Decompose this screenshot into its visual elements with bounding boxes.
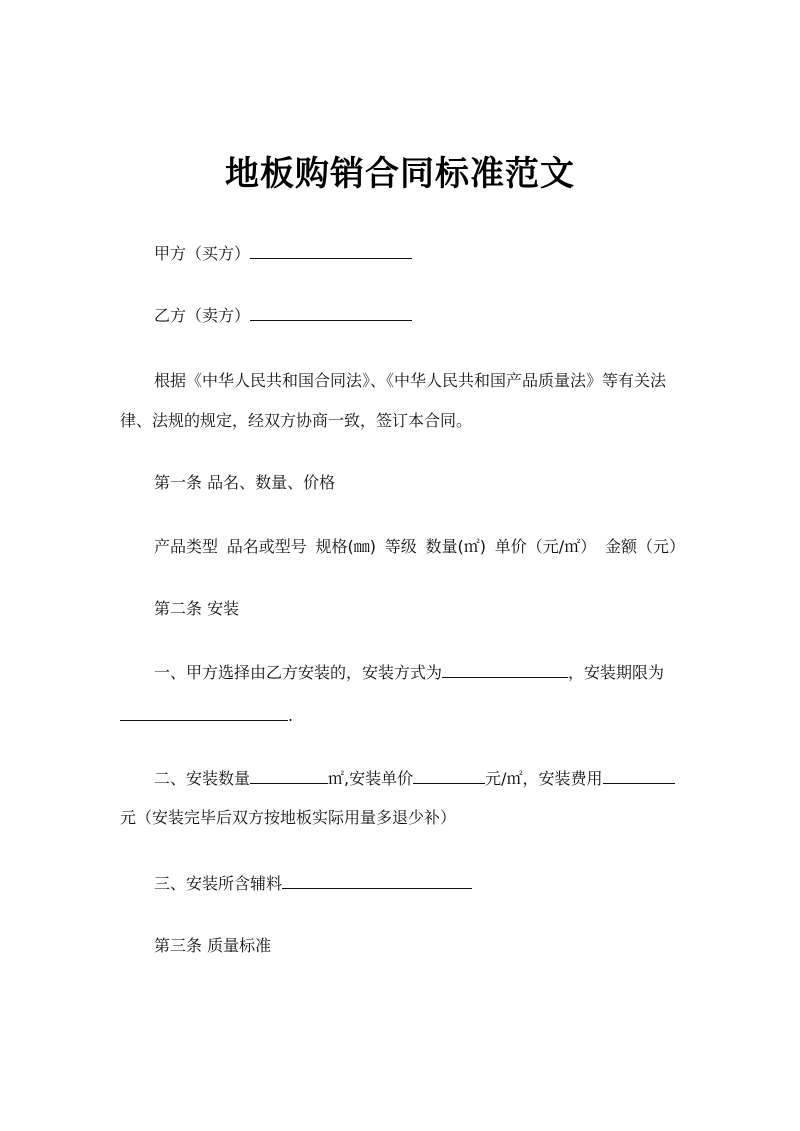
install-item1-line2	[120, 704, 685, 727]
col-amount: 金额（元）	[604, 537, 685, 556]
install-quantity-label: 二、安装数量	[154, 769, 251, 788]
preamble-line-2: 律、法规的规定，经双方协商一致，签订本合同。	[120, 411, 473, 430]
install-materials-label: 三、安装所含辅料	[154, 874, 283, 893]
install-fee-blank[interactable]	[603, 767, 675, 784]
col-quantity: 数量(㎡)	[425, 537, 487, 556]
col-product-type: 产品类型	[154, 537, 219, 556]
install-period-label: ，安装期限为	[568, 663, 665, 682]
install-period-blank[interactable]	[120, 704, 288, 721]
party-a-label: 甲方（买方）	[154, 244, 251, 263]
install-method-label: 一、甲方选择由乙方安装的，安装方式为	[154, 663, 443, 682]
install-fee-label: 元/㎡，安装费用	[485, 769, 603, 788]
preamble-line-1: 根据《中华人民共和国合同法》、《中华人民共和国产品质量法》等有关法	[154, 371, 667, 390]
install-item1-line1	[120, 661, 719, 684]
install-unit-price-blank[interactable]	[413, 767, 485, 784]
document-title: 地板购销合同标准范文	[225, 154, 575, 194]
install-quantity-blank[interactable]	[250, 767, 328, 784]
article3-heading: 第三条 质量标准	[154, 936, 272, 955]
install-item2-line2: 元（安装完毕后双方按地板实际用量多退少补）	[120, 808, 457, 827]
install-item2-line1	[120, 767, 719, 790]
article1-heading: 第一条 品名、数量、价格	[154, 473, 336, 492]
party-b-label: 乙方（卖方）	[154, 306, 251, 325]
product-table-header	[120, 536, 685, 558]
article2-heading: 第二条 安装	[154, 599, 240, 618]
install-method-blank[interactable]	[442, 661, 568, 678]
install-unit-price-label: ㎡,安装单价	[328, 769, 414, 788]
install-materials-blank[interactable]	[282, 872, 472, 889]
party-a-line	[120, 242, 719, 265]
install-item3-line	[120, 872, 719, 895]
install-period-end: .	[288, 706, 294, 725]
col-grade: 等级	[384, 537, 417, 556]
party-b-blank[interactable]	[250, 304, 412, 321]
party-a-blank[interactable]	[250, 242, 412, 259]
party-b-line	[120, 304, 719, 327]
col-unit-price: 单价（元/㎡）	[494, 537, 597, 556]
col-spec: 规格(㎜)	[315, 537, 377, 556]
col-model: 品名或型号	[226, 537, 307, 556]
